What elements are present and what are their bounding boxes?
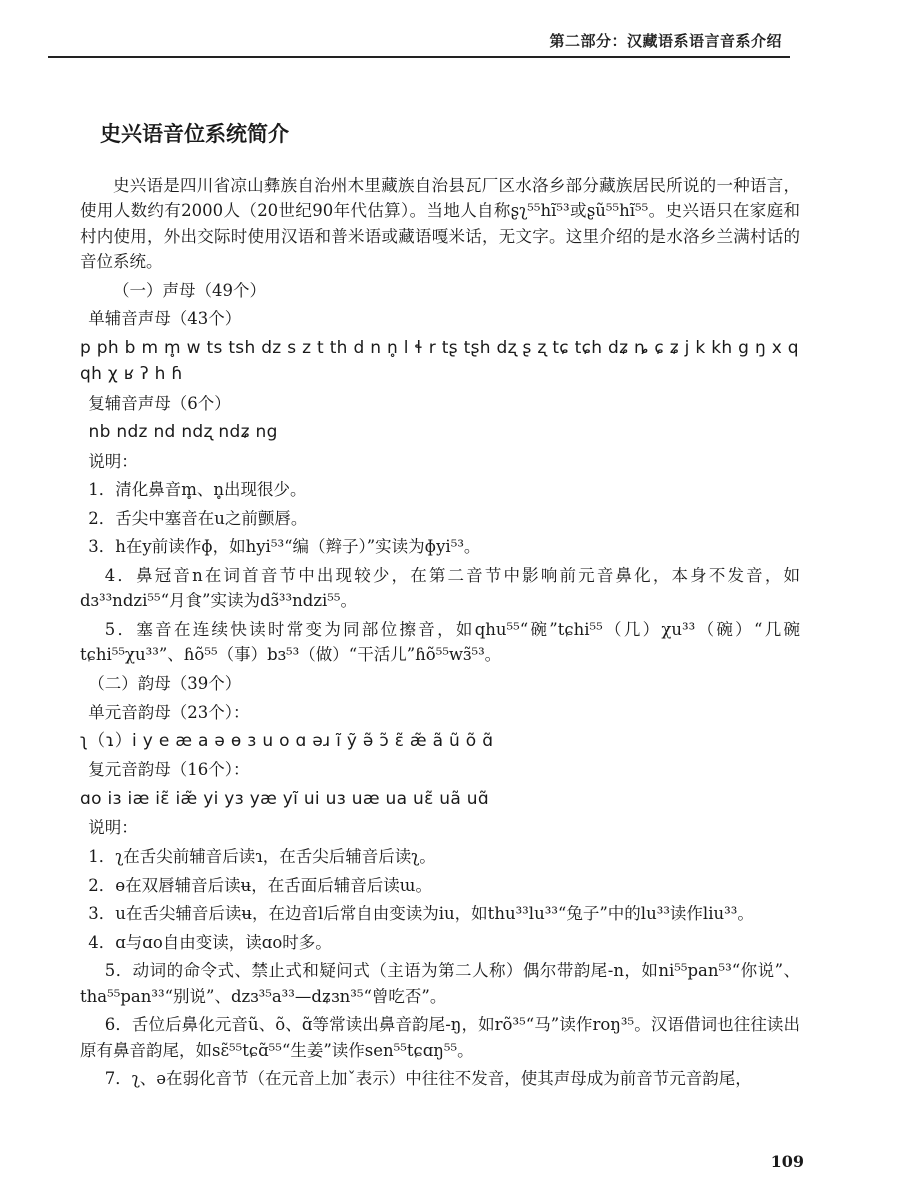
section-finals-heading: （二）韵母（39个）	[88, 674, 242, 694]
intro-paragraph: 史兴语是四川省凉山彝族自治州木里藏族自治县瓦厂区水洛乡部分藏族居民所说的一种语言，使用人数约有2000人（20世纪90年代估算）。当地人自称ʂʅ⁵⁵hĩ⁵³或ʂũ⁵⁵hĩ⁵⁵。史兴语只在家庭和村内使用，外出交际时使用汉语和普米语或藏语嘎米话，无文字。这里介绍的是水洛乡兰满村话的音位系统。	[80, 175, 800, 272]
cluster-consonant-heading: 复辅音声母（6个）	[88, 393, 231, 413]
vowel-note: 2．ɵ在双唇辅音后读ʉ，在舌面后辅音后读ɯ。	[88, 875, 432, 895]
page-body	[80, 118, 800, 1095]
single-consonant-heading: 单辅音声母（43个）	[88, 309, 242, 329]
cluster-consonant-list: nb ndz nd ndʐ ndʑ ng	[88, 422, 278, 443]
header-rule	[48, 56, 790, 58]
vowel-note: 6．舌位后鼻化元音ũ、õ、ɑ̃等常读出鼻音韵尾-ŋ，如rõ³⁵“马”读作roŋ³⁵。汉语借词也往往读出原有鼻音韵尾，如sɛ̃⁵⁵tɕɑ̃⁵⁵“生姜”读作sen⁵⁵tɕɑŋ⁵⁵。	[80, 1015, 800, 1060]
single-consonant-list: p ph b m m̥ w ts tsh dz s z t th d n n̥ l ɬ r tʂ tʂh dʐ ʂ ʐ tɕ tɕh dʑ ȵ ɕ ʑ j k kh g ŋ x q qh χ ʁ ʔ h ɦ	[80, 337, 799, 385]
consonant-note: 5．塞音在连续快读时常变为同部位擦音，如qhu⁵⁵“碗”tɕhi⁵⁵（几）χu³³（碗）“几碗tɕhi⁵⁵χu³³”、ɦõ⁵⁵（事）bɜ⁵³（做）“干活儿”ɦõ⁵⁵wɜ̃⁵³。	[80, 619, 800, 665]
vowel-note: 1．ʅ在舌尖前辅音后读ɿ，在舌尖后辅音后读ʅ。	[88, 846, 436, 866]
consonant-note: 4．鼻冠音n在词首音节中出现较少，在第二音节中影响前元音鼻化，本身不发音，如dɜ³³ndzi⁵⁵“月食”实读为dɜ̃³³ndzi⁵⁵。	[80, 565, 800, 611]
vowel-note: 5．动词的命令式、禁止式和疑问式（主语为第二人称）偶尔带韵尾-n，如ni⁵⁵pan⁵³“你说”、tha⁵⁵pan³³“别说”、dzɜ³⁵a³³—dʑɜn³⁵“曾吃否”。	[80, 961, 800, 1006]
consonant-note: 3．h在y前读作ɸ，如hyi⁵³“编（辫子）”实读为ɸyi⁵³。	[88, 537, 481, 557]
complex-vowel-heading: 复元音韵母（16个）：	[88, 760, 250, 780]
consonant-notes-label: 说明：	[88, 451, 138, 471]
consonant-note: 2．舌尖中塞音在u之前颤唇。	[88, 508, 308, 528]
vowel-note: 4．ɑ与ɑo自由变读，读ɑo时多。	[88, 932, 332, 952]
article-title: 史兴语音位系统简介	[100, 122, 289, 146]
section-initials-heading: （一）声母（49个）	[113, 280, 266, 300]
complex-vowel-list: ɑo iɜ iæ iɛ̃ iæ̃ yi yɜ yæ yĩ ui uɜ uæ ua uɛ̃ uã uɑ̃	[80, 789, 489, 810]
single-vowel-heading: 单元音韵母（23个）：	[88, 702, 250, 722]
page-number: 109	[770, 1152, 804, 1171]
vowel-notes-label: 说明：	[88, 818, 138, 838]
vowel-note: 3．u在舌尖辅音后读ʉ，在边音l后常自由变读为iu，如thu³³lu³³“兔子”中的lu³³读作liu³³。	[88, 904, 754, 924]
running-header: 第二部分：汉藏语系语言音系介绍	[549, 32, 782, 50]
single-vowel-list: ʅ（ɿ）i y e æ a ə ɵ ɜ u o ɑ əɹ ĩ ỹ ə̃ ɔ̃ ɛ̃ æ̃ ã ũ õ ɑ̃	[80, 731, 494, 752]
consonant-note: 1．清化鼻音m̥、n̥出现很少。	[88, 480, 307, 500]
vowel-note: 7．ʅ、ə在弱化音节（在元音上加ˇ表示）中往往不发音，使其声母成为前音节元音韵尾，	[104, 1069, 752, 1089]
